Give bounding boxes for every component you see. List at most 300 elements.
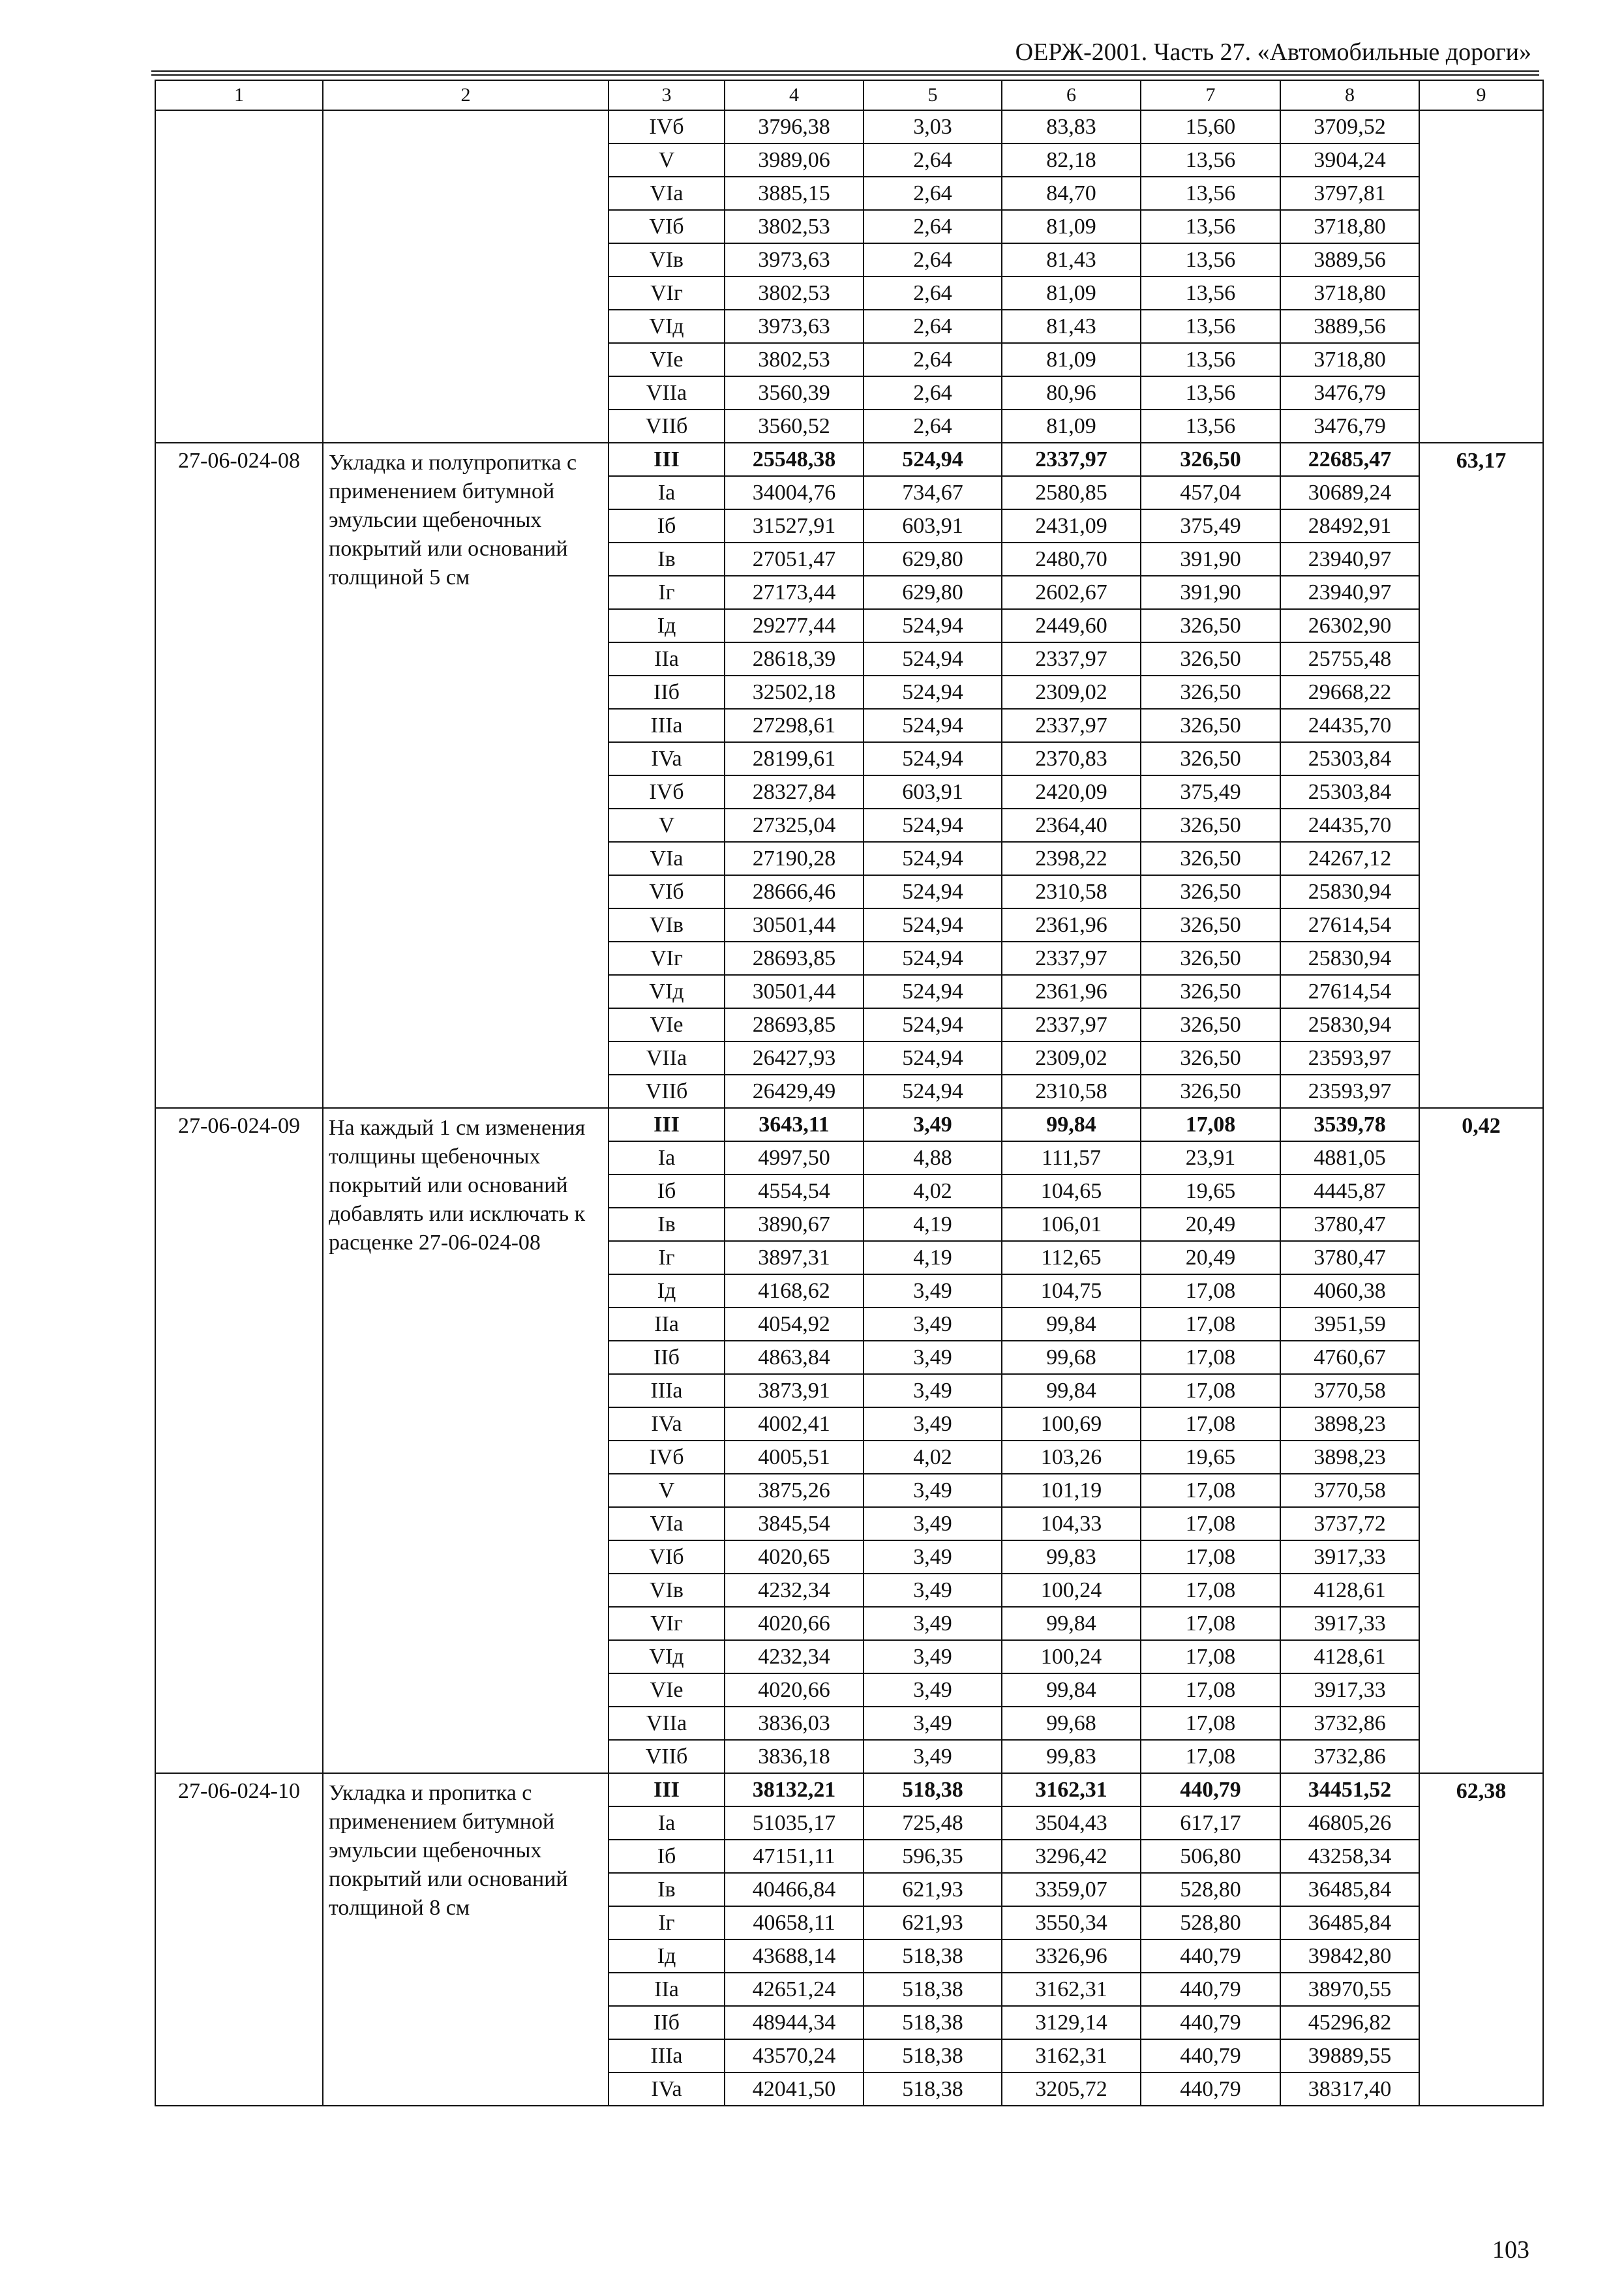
value-cell: 3539,78 [1280,1108,1419,1141]
value-cell: 4,19 [864,1241,1002,1274]
zone-cell: Ia [609,476,725,509]
zone-cell: V [609,143,725,177]
value-cell: 734,67 [864,476,1002,509]
value-cell: 23940,97 [1280,543,1419,576]
value-cell: 326,50 [1141,1075,1280,1108]
value-cell: 82,18 [1002,143,1141,177]
value-cell: 3,03 [864,110,1002,143]
value-cell: 3897,31 [725,1241,864,1274]
value-cell: 326,50 [1141,443,1280,476]
value-cell: 13,56 [1141,143,1280,177]
value-cell: 2337,97 [1002,709,1141,742]
zone-cell: IIa [609,1973,725,2006]
value-cell: 106,01 [1002,1208,1141,1241]
value-cell: 17,08 [1141,1640,1280,1673]
value-cell: 4128,61 [1280,1574,1419,1607]
value-cell: 4168,62 [725,1274,864,1308]
value-cell: 629,80 [864,543,1002,576]
value-cell: 99,68 [1002,1341,1141,1374]
value-cell: 528,80 [1141,1906,1280,1939]
value-cell: 3796,38 [725,110,864,143]
value-cell: 3732,86 [1280,1740,1419,1773]
value-cell: 25830,94 [1280,942,1419,975]
value-cell: 3,49 [864,1341,1002,1374]
value-cell: 45296,82 [1280,2006,1419,2039]
zone-cell: VIг [609,1607,725,1640]
value-cell: 725,48 [864,1806,1002,1840]
value-cell: 38970,55 [1280,1973,1419,2006]
value-cell: 99,84 [1002,1308,1141,1341]
value-cell: 20,49 [1141,1208,1280,1241]
zone-cell: VIIб [609,410,725,443]
zone-cell: V [609,809,725,842]
value-cell: 2,64 [864,343,1002,376]
zone-cell: VIe [609,1673,725,1707]
value-cell: 39889,55 [1280,2039,1419,2072]
zone-cell: IVa [609,2072,725,2106]
zone-cell: Ia [609,1141,725,1174]
value-cell: 36485,84 [1280,1873,1419,1906]
value-cell: 3709,52 [1280,110,1419,143]
value-cell: 3,49 [864,1108,1002,1141]
zone-cell: IIб [609,1341,725,1374]
zone-cell: VIIб [609,1075,725,1108]
value-cell: 3,49 [864,1707,1002,1740]
zone-cell: VIб [609,210,725,243]
rate-description: Укладка и пропитка с применением битумной эмульсии щебеночных покрытий или оснований толщиной 8 см [323,1773,609,2106]
zone-cell: VIг [609,942,725,975]
value-cell: 3917,33 [1280,1673,1419,1707]
value-cell: 46805,26 [1280,1806,1419,1840]
value-cell: 42041,50 [725,2072,864,2106]
value-cell: 22685,47 [1280,443,1419,476]
value-cell: 28618,39 [725,642,864,676]
value-cell: 112,65 [1002,1241,1141,1274]
value-cell: 81,43 [1002,243,1141,277]
value-cell: 326,50 [1141,642,1280,676]
value-cell: 48944,34 [725,2006,864,2039]
value-cell: 3643,11 [725,1108,864,1141]
blank-description-cell [323,110,609,443]
value-cell: 13,56 [1141,310,1280,343]
value-cell: 375,49 [1141,775,1280,809]
value-cell: 27298,61 [725,709,864,742]
value-cell: 17,08 [1141,1474,1280,1507]
value-cell: 603,91 [864,775,1002,809]
value-cell: 27190,28 [725,842,864,875]
value-cell: 100,24 [1002,1574,1141,1607]
zone-cell: III [609,1773,725,1806]
rate-description: Укладка и полупропитка с применением битумной эмульсии щебеночных покрытий или оснований толщиной 5 см [323,443,609,1108]
value-cell: 3560,52 [725,410,864,443]
value-cell: 3359,07 [1002,1873,1141,1906]
value-cell: 2337,97 [1002,942,1141,975]
value-cell: 30689,24 [1280,476,1419,509]
column-number: 3 [609,80,725,110]
value-cell: 19,65 [1141,1174,1280,1208]
value-cell: 25755,48 [1280,642,1419,676]
zone-cell: Iг [609,576,725,609]
value-cell: 25303,84 [1280,742,1419,775]
value-cell: 3,49 [864,1274,1002,1308]
value-cell: 621,93 [864,1906,1002,1939]
value-cell: 3162,31 [1002,1773,1141,1806]
value-cell: 31527,91 [725,509,864,543]
value-cell: 51035,17 [725,1806,864,1840]
value-cell: 17,08 [1141,1574,1280,1607]
table-row [155,110,1543,143]
value-cell: 3737,72 [1280,1507,1419,1540]
zone-cell: VIб [609,1540,725,1574]
value-cell: 2602,67 [1002,576,1141,609]
value-cell: 25303,84 [1280,775,1419,809]
value-cell: 326,50 [1141,742,1280,775]
value-cell: 17,08 [1141,1673,1280,1707]
value-cell: 3,49 [864,1507,1002,1540]
value-cell: 3162,31 [1002,2039,1141,2072]
column-number: 4 [725,80,864,110]
value-cell: 17,08 [1141,1607,1280,1640]
value-cell: 100,24 [1002,1640,1141,1673]
zone-cell: IIб [609,676,725,709]
value-cell: 2309,02 [1002,676,1141,709]
zone-cell: VIa [609,177,725,210]
value-cell: 4760,67 [1280,1341,1419,1374]
value-cell: 4,88 [864,1141,1002,1174]
table-body [155,80,1543,2106]
value-cell: 2398,22 [1002,842,1141,875]
zone-cell: Iб [609,1840,725,1873]
value-cell: 2,64 [864,277,1002,310]
value-cell: 4020,66 [725,1673,864,1707]
value-cell: 15,60 [1141,110,1280,143]
zone-cell: VIв [609,1574,725,1607]
value-cell: 111,57 [1002,1141,1141,1174]
column-number: 9 [1419,80,1543,110]
value-cell: 3,49 [864,1673,1002,1707]
value-cell: 17,08 [1141,1507,1280,1540]
zone-cell: IIб [609,2006,725,2039]
value-cell: 25548,38 [725,443,864,476]
value-cell: 43570,24 [725,2039,864,2072]
blank-code-cell [155,110,323,443]
value-cell: 81,09 [1002,343,1141,376]
value-cell: 28666,46 [725,875,864,908]
zone-cell: IIIa [609,1374,725,1407]
value-cell: 4554,54 [725,1174,864,1208]
value-cell: 617,17 [1141,1806,1280,1840]
value-cell: 80,96 [1002,376,1141,410]
value-cell: 3,49 [864,1640,1002,1673]
table-row [155,443,1543,476]
value-cell: 81,43 [1002,310,1141,343]
value-cell: 2309,02 [1002,1041,1141,1075]
value-cell: 81,09 [1002,277,1141,310]
value-cell: 326,50 [1141,942,1280,975]
value-cell: 528,80 [1141,1873,1280,1906]
value-cell: 2337,97 [1002,1008,1141,1041]
value-cell: 3875,26 [725,1474,864,1507]
value-cell: 4863,84 [725,1341,864,1374]
value-cell: 3989,06 [725,143,864,177]
value-cell: 13,56 [1141,210,1280,243]
value-cell: 17,08 [1141,1341,1280,1374]
zone-cell: Iд [609,1939,725,1973]
value-cell: 524,94 [864,1041,1002,1075]
value-cell: 3205,72 [1002,2072,1141,2106]
value-cell: 2361,96 [1002,908,1141,942]
value-cell: 13,56 [1141,177,1280,210]
value-cell: 34451,52 [1280,1773,1419,1806]
value-cell: 2370,83 [1002,742,1141,775]
value-cell: 3973,63 [725,310,864,343]
value-cell: 524,94 [864,942,1002,975]
zone-cell: VIв [609,908,725,942]
value-cell: 17,08 [1141,1308,1280,1341]
value-cell: 326,50 [1141,809,1280,842]
value-cell: 518,38 [864,1939,1002,1973]
value-cell: 99,83 [1002,1740,1141,1773]
value-cell: 3732,86 [1280,1707,1419,1740]
value-cell: 42651,24 [725,1973,864,2006]
value-cell: 32502,18 [725,676,864,709]
zone-cell: IVa [609,742,725,775]
header-rule [151,70,1539,72]
value-cell: 3873,91 [725,1374,864,1407]
rate-code: 27-06-024-10 [155,1773,323,2106]
value-cell: 391,90 [1141,576,1280,609]
value-cell: 43688,14 [725,1939,864,1973]
value-cell: 27325,04 [725,809,864,842]
zone-cell: Iг [609,1241,725,1274]
column-number: 8 [1280,80,1419,110]
value-cell: 524,94 [864,975,1002,1008]
value-cell: 23593,97 [1280,1075,1419,1108]
value-cell: 2,64 [864,243,1002,277]
value-cell: 3,49 [864,1374,1002,1407]
value-cell: 38132,21 [725,1773,864,1806]
value-cell: 3889,56 [1280,310,1419,343]
value-cell: 47151,11 [725,1840,864,1873]
value-cell: 3770,58 [1280,1474,1419,1507]
value-cell: 3162,31 [1002,1973,1141,2006]
value-cell: 29668,22 [1280,676,1419,709]
zone-cell: IIa [609,642,725,676]
labor-cost: 62,38 [1419,1773,1543,2106]
value-cell: 326,50 [1141,875,1280,908]
value-cell: 99,83 [1002,1540,1141,1574]
value-cell: 17,08 [1141,1407,1280,1441]
value-cell: 81,09 [1002,210,1141,243]
value-cell: 23940,97 [1280,576,1419,609]
value-cell: 440,79 [1141,2072,1280,2106]
value-cell: 3802,53 [725,343,864,376]
zone-cell: III [609,1108,725,1141]
value-cell: 326,50 [1141,842,1280,875]
column-number: 2 [323,80,609,110]
rate-code: 27-06-024-09 [155,1108,323,1773]
value-cell: 375,49 [1141,509,1280,543]
value-cell: 3718,80 [1280,277,1419,310]
value-cell: 4128,61 [1280,1640,1419,1673]
value-cell: 2337,97 [1002,443,1141,476]
value-cell: 38317,40 [1280,2072,1419,2106]
value-cell: 28693,85 [725,1008,864,1041]
zone-cell: Iб [609,1174,725,1208]
value-cell: 13,56 [1141,243,1280,277]
zone-cell: Ia [609,1806,725,1840]
value-cell: 524,94 [864,908,1002,942]
zone-cell: Iд [609,609,725,642]
value-cell: 524,94 [864,809,1002,842]
value-cell: 104,75 [1002,1274,1141,1308]
table-row [155,1773,1543,1806]
value-cell: 30501,44 [725,975,864,1008]
value-cell: 2,64 [864,143,1002,177]
zone-cell: Iв [609,543,725,576]
value-cell: 2580,85 [1002,476,1141,509]
value-cell: 101,19 [1002,1474,1141,1507]
value-cell: 17,08 [1141,1707,1280,1740]
value-cell: 40658,11 [725,1906,864,1939]
value-cell: 13,56 [1141,343,1280,376]
value-cell: 4,02 [864,1174,1002,1208]
value-cell: 19,65 [1141,1441,1280,1474]
column-number: 5 [864,80,1002,110]
page-header-title: ОЕРЖ-2001. Часть 27. «Автомобильные дороги» [1015,38,1531,66]
value-cell: 629,80 [864,576,1002,609]
value-cell: 518,38 [864,2039,1002,2072]
value-cell: 28492,91 [1280,509,1419,543]
value-cell: 3,49 [864,1574,1002,1607]
value-cell: 518,38 [864,2072,1002,2106]
value-cell: 4060,38 [1280,1274,1419,1308]
value-cell: 2420,09 [1002,775,1141,809]
value-cell: 524,94 [864,842,1002,875]
value-cell: 20,49 [1141,1241,1280,1274]
value-cell: 4005,51 [725,1441,864,1474]
zone-cell: VIIб [609,1740,725,1773]
value-cell: 2,64 [864,210,1002,243]
value-cell: 3917,33 [1280,1607,1419,1640]
value-cell: 3898,23 [1280,1441,1419,1474]
value-cell: 24435,70 [1280,709,1419,742]
value-cell: 81,09 [1002,410,1141,443]
value-cell: 2,64 [864,410,1002,443]
zone-cell: III [609,443,725,476]
zone-cell: Iд [609,1274,725,1308]
value-cell: 99,84 [1002,1374,1141,1407]
value-cell: 2364,40 [1002,809,1141,842]
value-cell: 28693,85 [725,942,864,975]
value-cell: 596,35 [864,1840,1002,1873]
value-cell: 28327,84 [725,775,864,809]
value-cell: 23,91 [1141,1141,1280,1174]
value-cell: 3917,33 [1280,1540,1419,1574]
zone-cell: IIa [609,1308,725,1341]
value-cell: 23593,97 [1280,1041,1419,1075]
value-cell: 4445,87 [1280,1174,1419,1208]
value-cell: 3780,47 [1280,1241,1419,1274]
value-cell: 2,64 [864,376,1002,410]
value-cell: 84,70 [1002,177,1141,210]
value-cell: 4997,50 [725,1141,864,1174]
value-cell: 524,94 [864,875,1002,908]
zone-cell: VIa [609,842,725,875]
value-cell: 391,90 [1141,543,1280,576]
value-cell: 17,08 [1141,1374,1280,1407]
value-cell: 27614,54 [1280,975,1419,1008]
value-cell: 518,38 [864,1973,1002,2006]
value-cell: 326,50 [1141,676,1280,709]
value-cell: 104,33 [1002,1507,1141,1540]
value-cell: 3560,39 [725,376,864,410]
value-cell: 506,80 [1141,1840,1280,1873]
value-cell: 26429,49 [725,1075,864,1108]
value-cell: 326,50 [1141,1041,1280,1075]
column-number: 6 [1002,80,1141,110]
value-cell: 26427,93 [725,1041,864,1075]
value-cell: 17,08 [1141,1274,1280,1308]
value-cell: 524,94 [864,742,1002,775]
blank-labor-cell [1419,110,1543,443]
value-cell: 4,02 [864,1441,1002,1474]
labor-cost: 0,42 [1419,1108,1543,1773]
value-cell: 3476,79 [1280,410,1419,443]
value-cell: 2361,96 [1002,975,1141,1008]
value-cell: 27051,47 [725,543,864,576]
value-cell: 17,08 [1141,1108,1280,1141]
zone-cell: Iб [609,509,725,543]
value-cell: 43258,34 [1280,1840,1419,1873]
value-cell: 28199,61 [725,742,864,775]
value-cell: 524,94 [864,443,1002,476]
value-cell: 3797,81 [1280,177,1419,210]
value-cell: 36485,84 [1280,1906,1419,1939]
value-cell: 3889,56 [1280,243,1419,277]
value-cell: 326,50 [1141,1008,1280,1041]
value-cell: 100,69 [1002,1407,1141,1441]
value-cell: 3836,18 [725,1740,864,1773]
value-cell: 104,65 [1002,1174,1141,1208]
value-cell: 326,50 [1141,609,1280,642]
value-cell: 2310,58 [1002,875,1141,908]
value-cell: 3504,43 [1002,1806,1141,1840]
value-cell: 3904,24 [1280,143,1419,177]
rate-description: На каждый 1 см изменения толщины щебеночных покрытий или оснований добавлять или исключать к расценке 27-06-024-08 [323,1108,609,1773]
value-cell: 4881,05 [1280,1141,1419,1174]
value-cell: 326,50 [1141,709,1280,742]
value-cell: 3885,15 [725,177,864,210]
zone-cell: VIa [609,1507,725,1540]
value-cell: 524,94 [864,709,1002,742]
zone-cell: VIIa [609,1707,725,1740]
value-cell: 3550,34 [1002,1906,1141,1939]
value-cell: 29277,44 [725,609,864,642]
header-rule [151,74,1539,76]
value-cell: 3770,58 [1280,1374,1419,1407]
value-cell: 2310,58 [1002,1075,1141,1108]
zone-cell: VIe [609,1008,725,1041]
value-cell: 524,94 [864,1008,1002,1041]
value-cell: 27614,54 [1280,908,1419,942]
value-cell: 326,50 [1141,975,1280,1008]
value-cell: 4,19 [864,1208,1002,1241]
value-cell: 27173,44 [725,576,864,609]
value-cell: 440,79 [1141,2006,1280,2039]
labor-cost: 63,17 [1419,443,1543,1108]
value-cell: 3718,80 [1280,343,1419,376]
